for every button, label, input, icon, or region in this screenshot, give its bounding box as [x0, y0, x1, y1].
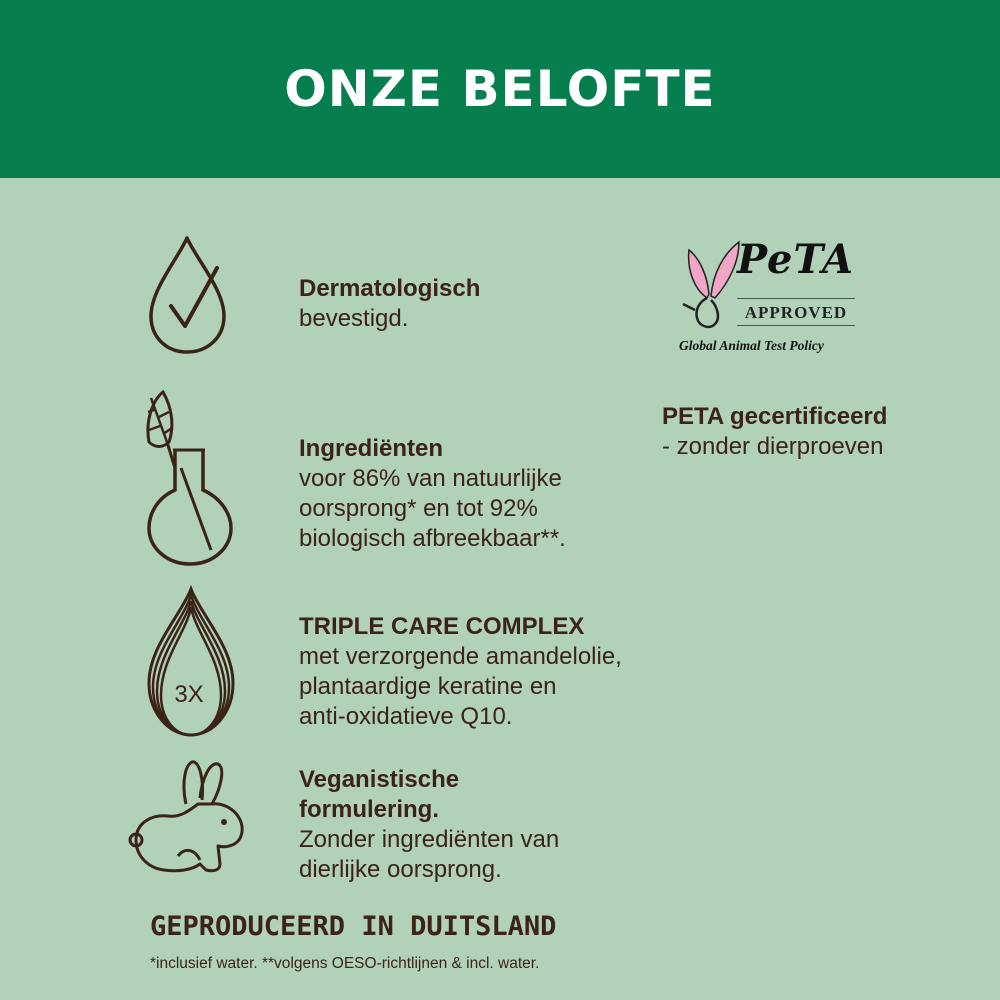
rabbit-icon	[128, 760, 248, 878]
drop-check-icon	[145, 234, 230, 356]
peta-desc: - zonder dierproeven	[662, 433, 884, 460]
feature-title: TRIPLE CARE COMPLEX	[299, 613, 585, 640]
feature-title: formulering.	[299, 796, 440, 823]
peta-approved-label: APPROVED	[737, 298, 855, 326]
feature-title: Ingrediënten	[299, 435, 444, 462]
triple-drop-label: 3X	[174, 681, 204, 708]
peta-policy-label: Global Animal Test Policy	[679, 338, 824, 353]
triple-drop-icon	[143, 585, 239, 745]
peta-approved-logo	[675, 238, 860, 358]
feature-vegan	[299, 765, 639, 885]
peta-bunny-icon	[679, 238, 741, 333]
header-banner	[0, 0, 1000, 178]
feature-desc-line: anti-oxidatieve Q10.	[299, 703, 513, 730]
feature-desc-line: voor 86% van natuurlijke	[299, 465, 562, 492]
feature-title: Dermatologisch	[299, 275, 481, 302]
feature-desc-line: Zonder ingrediënten van	[299, 826, 560, 853]
peta-title: PETA gecertificeerd	[662, 403, 888, 430]
feature-desc-line: plantaardige keratine en	[299, 673, 557, 700]
made-in-germany: GEPRODUCEERD IN DUITSLAND	[150, 911, 557, 942]
feature-ingredients	[299, 434, 639, 554]
feature-title: Veganistische	[299, 766, 460, 793]
feature-triple-care	[299, 612, 639, 732]
feature-desc-line: met verzorgende amandelolie,	[299, 643, 622, 670]
peta-certification	[662, 402, 982, 462]
footnote: *inclusief water. **volgens OESO-richtlijnen & incl. water.	[150, 955, 540, 972]
leaf-flask-icon	[145, 390, 237, 568]
feature-desc-line: biologisch afbreekbaar**.	[299, 525, 566, 552]
page-title: ONZE BELOFTE	[284, 60, 716, 118]
feature-desc-line: bevestigd.	[299, 305, 409, 332]
peta-logo-word: PeTA	[737, 236, 855, 283]
feature-desc-line: dierlijke oorsprong.	[299, 856, 502, 883]
feature-dermatological	[299, 274, 639, 334]
feature-desc-line: oorsprong* en tot 92%	[299, 495, 538, 522]
